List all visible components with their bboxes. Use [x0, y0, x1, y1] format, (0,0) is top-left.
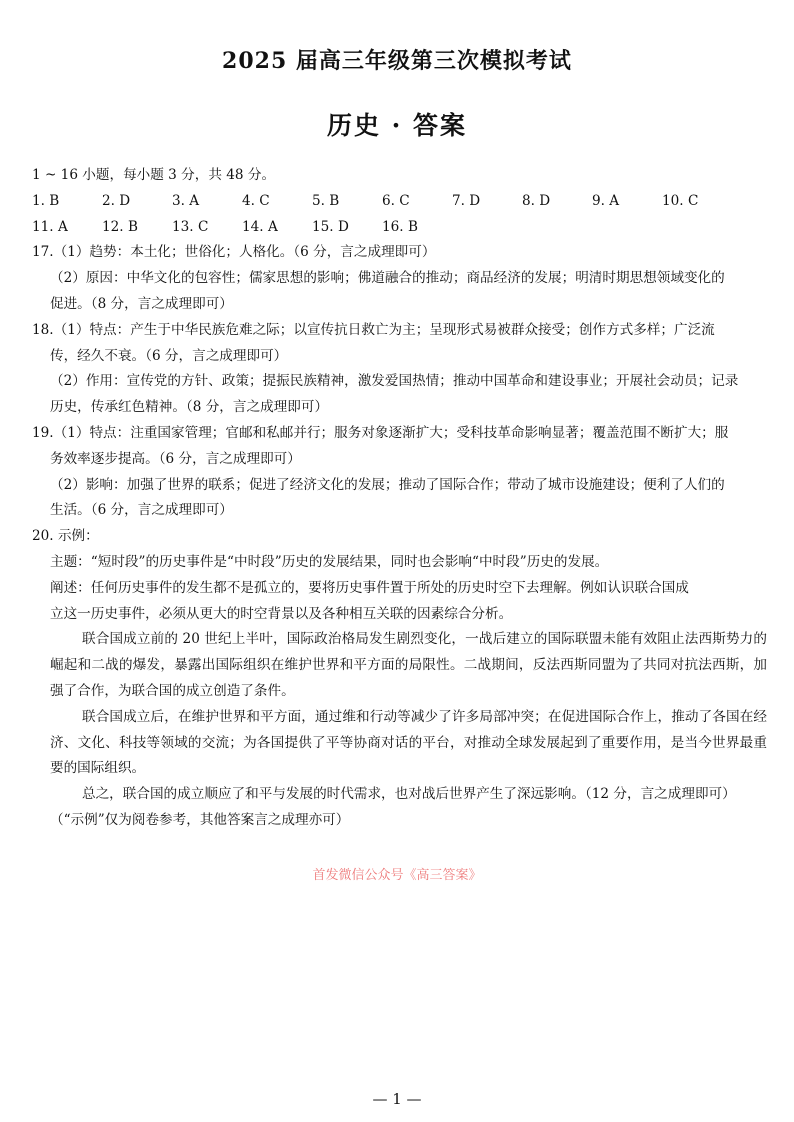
mc-answer: 9. A	[592, 192, 620, 209]
mc-answer: 7. D	[452, 192, 481, 209]
mc-answers-row-2	[32, 215, 767, 241]
q20-exposition: 阐述：任何历史事件的发生都不是孤立的，要将历史事件置于所处的历史时空下去理解。例如认识联合国成	[50, 579, 689, 596]
q20-note: （“示例”仅为阅卷参考，其他答案言之成理亦可）	[50, 811, 350, 828]
mc-answer: 15. D	[312, 218, 349, 235]
q20-paragraph: 联合国成立前的 20 世纪上半叶，国际政治格局发生剧烈变化，一战后建立的国际联盟未能有效阻止法西斯势力的崛起和二战的爆发，暴露出国际组织在维护世界和平方面的局限性。二战期间，反法西斯同盟为了共同对抗法西斯，加强了合作，为联合国的成立创造了条件。	[50, 631, 767, 699]
q19-line: 19.（1）特点：注重国家管理；官邮和私邮并行；服务对象逐渐扩大；受科技革命影响显著；覆盖范围不断扩大；服	[32, 424, 729, 441]
mc-answer: 14. A	[242, 218, 278, 235]
q20-paragraph: 总之，联合国的成立顺应了和平与发展的时代需求，也对战后世界产生了深远影响。（12 分，言之成理即可）	[82, 786, 736, 803]
q19-line: 务效率逐步提高。（6 分，言之成理即可）	[50, 450, 301, 467]
mc-answer: 2. D	[102, 192, 131, 209]
mc-answer: 4. C	[242, 192, 270, 209]
q18-line: （2）作用：宣传党的方针、政策；提振民族精神，激发爱国热情；推动中国革命和建设事业；开展社会动员；记录	[50, 373, 739, 390]
mc-answer: 3. A	[172, 192, 200, 209]
mc-answer: 13. C	[172, 218, 209, 235]
mc-answer: 12. B	[102, 218, 138, 235]
answer-content	[32, 163, 767, 834]
q20-heading: 20. 示例：	[32, 528, 99, 545]
q20-theme: 主题：“短时段”的历史事件是“中时段”历史的发展结果，同时也会影响“中时段”历史的发展。	[50, 553, 609, 570]
q20-exposition: 立这一历史事件，必须从更大的时空背景以及各种相互关联的因素综合分析。	[50, 605, 513, 622]
mc-answers-row-1	[32, 189, 767, 215]
q17-line: 促进。（8 分，言之成理即可）	[50, 295, 233, 312]
mc-answer: 1. B	[32, 192, 60, 209]
page-number: — 1 —	[372, 1090, 422, 1108]
page-title: 2025 届高三年级第三次模拟考试	[222, 48, 572, 74]
q17-line: （2）原因：中华文化的包容性；儒家思想的影响；佛道融合的推动；商品经济的发展；明清时期思想领域变化的	[50, 270, 725, 287]
mc-header: 1 ~ 16 小题，每小题 3 分，共 48 分。	[32, 167, 276, 183]
q17-line: 17.（1）趋势：本土化；世俗化；人格化。（6 分，言之成理即可）	[32, 244, 436, 261]
q18-line: 传，经久不衰。（6 分，言之成理即可）	[50, 347, 288, 364]
q20-paragraph: 联合国成立后，在维护世界和平方面，通过维和行动等减少了许多局部冲突；在促进国际合作上，推动了各国在经济、文化、科技等领域的交流；为各国提供了平等协商对话的平台，对推动全球发展起到了重要作用，是当今世界最重要的国际组织。	[50, 708, 767, 777]
page-subtitle: 历史 · 答案	[326, 111, 468, 140]
mc-answer: 11. A	[32, 218, 68, 235]
mc-answer: 10. C	[662, 192, 699, 209]
mc-answer: 5. B	[312, 192, 340, 209]
mc-answer: 16. B	[382, 218, 418, 235]
q19-line: 生活。（6 分，言之成理即可）	[50, 502, 233, 519]
q19-line: （2）影响：加强了世界的联系；促进了经济文化的发展；推动了国际合作；带动了城市设施建设；便利了人们的	[50, 476, 725, 493]
watermark-text: 首发微信公众号《高三答案》	[312, 868, 482, 883]
q18-line: 18.（1）特点：产生于中华民族危难之际；以宣传抗日救亡为主；呈现形式易被群众接受；创作方式多样；广泛流	[32, 321, 715, 338]
q18-line: 历史，传承红色精神。（8 分，言之成理即可）	[50, 399, 329, 416]
mc-answer: 8. D	[522, 192, 551, 209]
mc-answer: 6. C	[382, 192, 410, 209]
